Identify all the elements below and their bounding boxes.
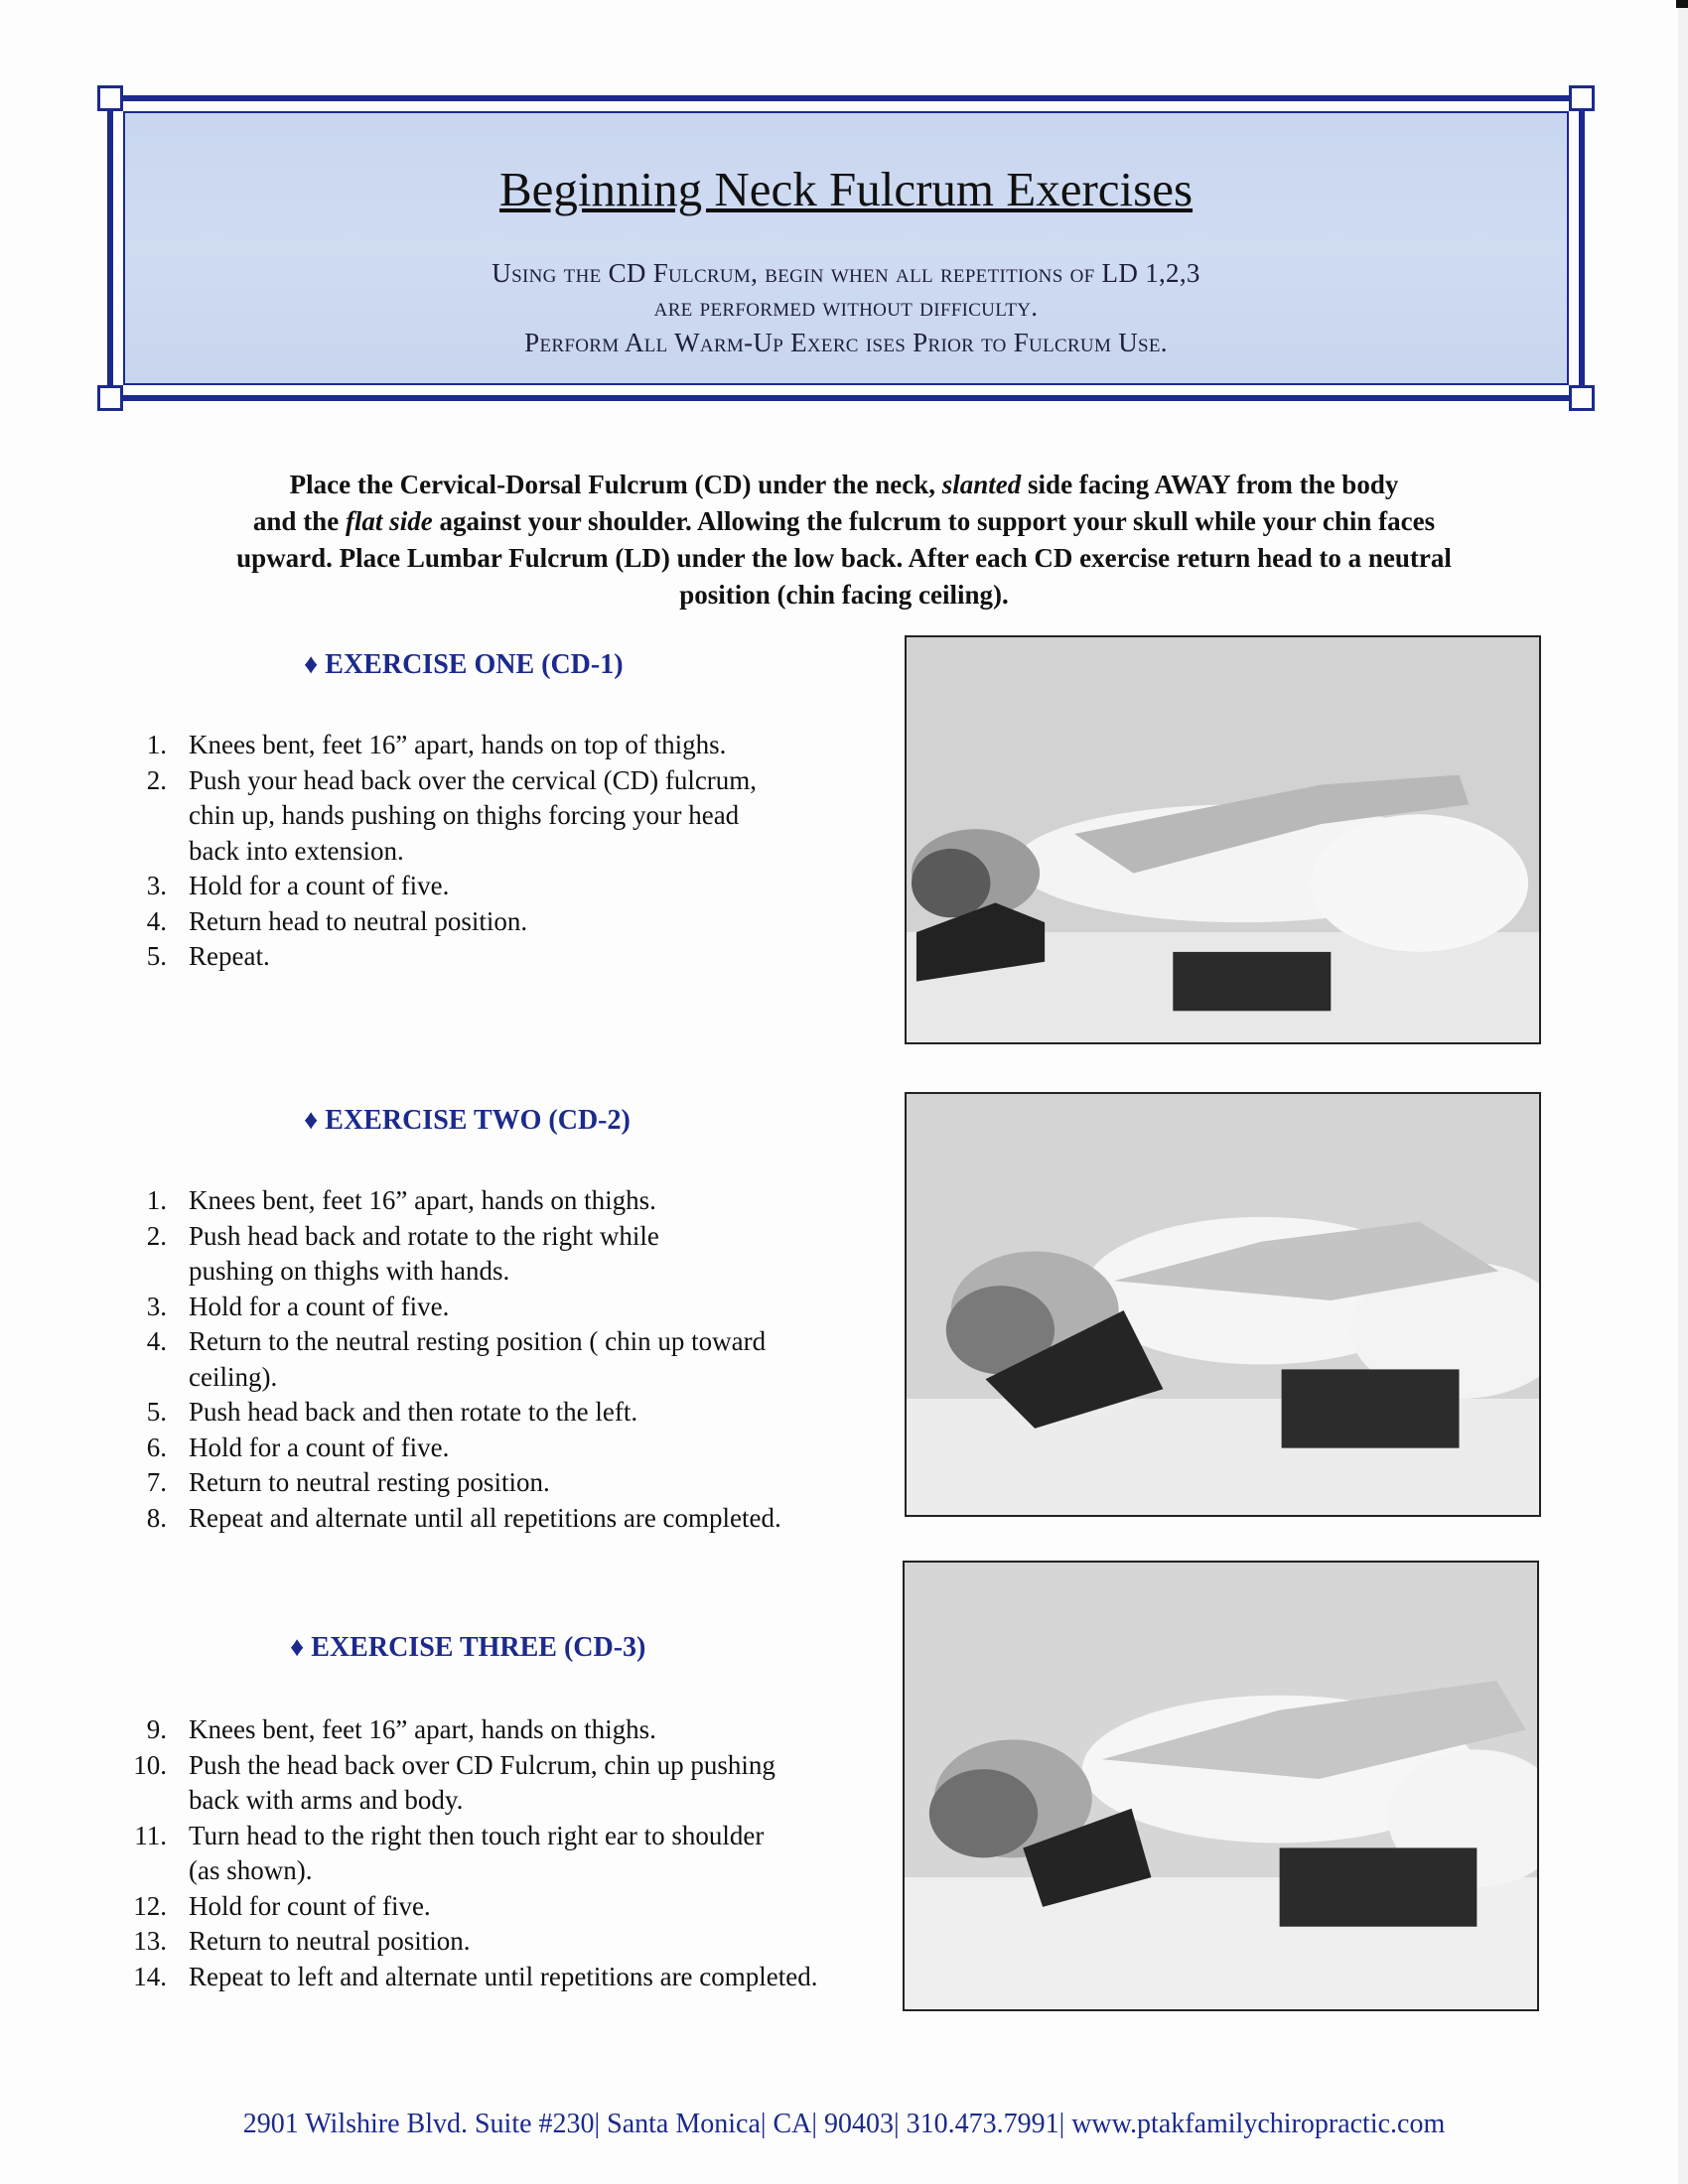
list-item [129,1395,784,1431]
item-number: 3. [146,871,167,900]
item-text: Return head to neutral position. [189,905,528,936]
exercise-three-illustration [905,1563,1537,2009]
item-text: Hold for a count of five. [189,871,450,900]
footer-contact: 2901 Wilshire Blvd. Suite #230| Santa Monica| CA| 90403| 310.473.7991| www.ptakfamilychiropractic.com [242,2109,1446,2139]
list-item [129,1501,804,1537]
item-text: Turn head to the right then touch right ear to shoulder (as shown). [189,1820,765,1885]
item-text: Knees bent, feet 16” apart, hands on top of thighs. [189,730,727,759]
page-title: Beginning Neck Fulcrum Exercises [498,162,1194,216]
frame-corner [97,85,123,111]
exercise-three-list [129,1712,818,1994]
item-text: Repeat to left and alternate until repetitions are completed. [189,1961,818,1991]
intro-line: upward. Place Lumbar Fulcrum (LD) under the low back. After each CD exercise return head to a neutral [236,543,1452,573]
list-item [129,1465,784,1501]
exercise-two-photo [905,1092,1541,1517]
list-item [129,1290,784,1325]
exercise-one-illustration [907,637,1539,1042]
item-text: Knees bent, feet 16” apart, hands on thighs. [189,1714,656,1744]
header-subtitle-line: are performed without difficulty. [653,292,1039,322]
item-text: Hold for a count of five. [189,1291,450,1321]
item-number: 4. [146,905,167,936]
item-number: 2. [146,764,167,795]
item-number: 1. [146,730,167,759]
exercise-three-heading: ♦ EXERCISE THREE (CD-3) [290,1632,646,1663]
list-item [129,1431,784,1466]
intro-emphasis: flat side [345,506,433,536]
list-item [129,1324,824,1395]
item-text: Repeat. [189,941,270,971]
list-item [129,1889,784,1925]
intro-paragraph [149,467,1539,614]
intro-text: and the [252,506,346,536]
item-text: Repeat and alternate until all repetitions are completed. [189,1502,781,1533]
item-number: 7. [146,1467,167,1497]
exercise-one-heading: ♦ EXERCISE ONE (CD-1) [304,649,624,680]
item-number: 10. [133,1749,167,1780]
list-item [129,1924,784,1960]
exercise-one-photo [905,635,1541,1044]
item-text: Push the head back over CD Fulcrum, chin up pushing back with arms and body. [189,1749,775,1815]
item-text: Hold for a count of five. [189,1432,450,1462]
exercise-three-photo [903,1561,1539,2011]
exercise-two-list [129,1183,784,1536]
item-number: 13. [133,1926,167,1956]
list-item [129,1748,784,1819]
list-item [129,869,824,904]
frame-corner [97,385,123,411]
intro-text: against your shoulder. Allowing the fulcrum to support your skull while your chin faces [432,506,1436,536]
item-text: Push head back and rotate to the right while pushing on thighs with hands. [189,1220,659,1286]
list-item [129,728,824,763]
list-item [129,1960,824,1995]
intro-line [149,467,1539,503]
item-text: Return to neutral position. [189,1926,471,1956]
frame-corner [1569,385,1595,411]
item-number: 2. [146,1220,167,1251]
item-text: Hold for count of five. [189,1890,431,1921]
list-item [129,1219,745,1290]
item-text: Knees bent, feet 16” apart, hands on thighs. [189,1185,656,1215]
item-text: Push your head back over the cervical (CD) fulcrum, chin up, hands pushing on thighs forcing your head back into extension. [189,764,758,866]
item-number: 6. [146,1432,167,1462]
corner-mark [1676,0,1688,8]
page-edge [1678,0,1688,2184]
list-item [129,1712,784,1748]
item-number: 12. [133,1890,167,1921]
item-number: 14. [133,1961,167,1991]
item-number: 11. [134,1820,167,1850]
item-number: 1. [146,1185,167,1215]
exercise-two-illustration [907,1094,1539,1515]
item-number: 8. [146,1502,167,1533]
header-panel [123,111,1569,385]
list-item [129,904,824,940]
list-item [129,1819,784,1889]
intro-emphasis: slanted [941,470,1022,499]
header-frame [107,95,1585,401]
header-subtitle-line: Perform All Warm-Up Exerc ises Prior to Fulcrum Use. [524,328,1168,357]
exercise-one-list [129,728,824,975]
exercise-two-heading: ♦ EXERCISE TWO (CD-2) [304,1105,631,1136]
intro-text: side facing AWAY from the body [1021,470,1399,499]
item-number: 5. [146,941,167,971]
list-item [129,763,765,870]
item-number: 3. [146,1291,167,1321]
item-number: 9. [146,1714,167,1744]
item-text: Return to neutral resting position. [189,1467,550,1497]
frame-corner [1569,85,1595,111]
item-text: Return to the neutral resting position ( chin up toward ceiling). [189,1326,767,1392]
item-text: Push head back and then rotate to the left. [189,1397,638,1427]
item-number: 5. [146,1397,167,1427]
list-item [129,939,824,975]
list-item [129,1183,784,1219]
intro-text: Place the Cervical-Dorsal Fulcrum (CD) under the neck, [289,470,942,499]
header-subtitle-line: Using the CD Fulcrum, begin when all repetitions of LD 1,2,3 [492,258,1200,288]
intro-line [149,503,1539,540]
intro-line: position (chin facing ceiling). [679,580,1009,610]
item-number: 4. [146,1326,167,1356]
